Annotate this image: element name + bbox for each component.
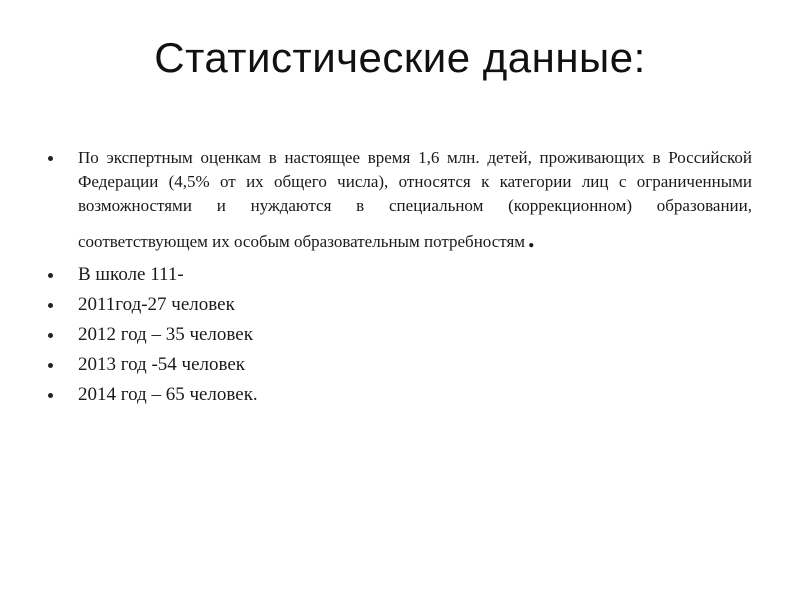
list-item — [46, 260, 752, 290]
bullet-dot-icon — [48, 303, 53, 308]
list-item-text: 2013 год -54 человек — [78, 354, 246, 375]
list-item — [46, 380, 752, 410]
bullet-dot-icon — [48, 273, 53, 278]
list-item-text: 2011год-27 человек — [78, 294, 235, 315]
bullet-dot-icon — [48, 393, 53, 398]
bullet-item-paragraph — [46, 146, 752, 254]
list-item-text: 2012 год – 35 человек — [78, 324, 253, 345]
slide-title: Статистические данные: — [154, 34, 646, 81]
bullet-dot-icon — [48, 156, 53, 161]
list-item — [46, 350, 752, 380]
list-item-text: В школе 111- — [78, 264, 184, 285]
paragraph-ending — [423, 224, 535, 254]
list-item — [46, 290, 752, 320]
paragraph-end-mark: . — [528, 224, 535, 253]
bullet-list — [46, 146, 752, 410]
paragraph-last-word: потребностям — [423, 232, 526, 251]
paragraph-text: По экспертным оценкам в настоящее время 1,6 млн. детей, проживающих в Российской Федерации (4,5% от их общего числа), относятся к категории лиц с ограниченными возможностями и нуждаются в специальном (коррекционном) образовании, соответствующем их особым образовательным — [78, 148, 752, 251]
bullet-dot-icon — [48, 333, 53, 338]
list-item — [46, 320, 752, 350]
list-item-text: 2014 год – 65 человек. — [78, 384, 258, 405]
bullet-dot-icon — [48, 363, 53, 368]
